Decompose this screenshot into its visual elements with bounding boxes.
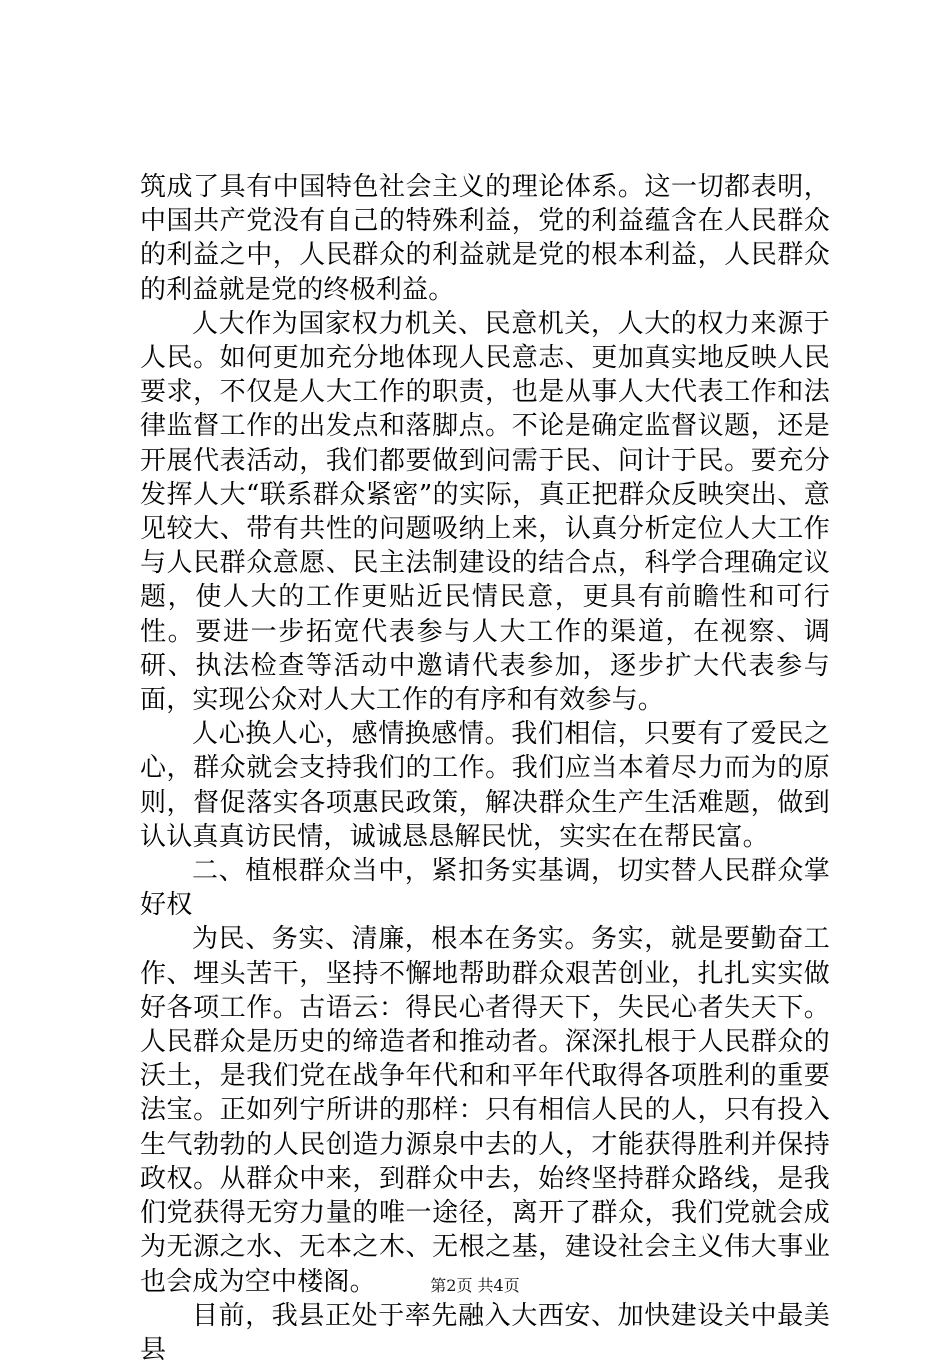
paragraph-pragmatism: 为民、务实、清廉，根本在务实。务实，就是要勤奋工作、埋头苦干，坚持不懈地帮助群众艰苦创业，扎扎实实做好各项工作。古语云：得民心者得天下，失民心者失天下。人民群众是历史的缔造者和推动者。深深扎根于人民群众的沃土，是我们党在战争年代和和平年代取得各项胜利的重要法宝。正如列宁所讲的那样：只有相信人民的人，只有投入生气勃勃的人民创造力源泉中去的人，才能获得胜利并保持政权。从群众中来，到群众中去，始终坚持群众路线，是我们党获得无穷力量的唯一途径，离开了群众，我们党就会成为无源之水、无本之木、无根之基，建设社会主义伟大事业也会成为空中楼阁。 [140,924,830,1297]
paragraph-continuation: 筑成了具有中国特色社会主义的理论体系。这一切都表明，中国共产党没有自己的特殊利益，党的利益蕴含在人民群众的利益之中，人民群众的利益就是党的根本利益，人民群众的利益就是党的终极利益。 [140,172,830,305]
paragraph-current-county: 目前，我县正处于率先融入大西安、加快建设关中最美县 [140,1300,830,1365]
document-body [140,170,830,1367]
page-number-footer: 第2页 共4页 [430,1276,520,1295]
paragraph-people-congress: 人大作为国家权力机关、民意机关，人大的权力来源于人民。如何更加充分地体现人民意志、更加真实地反映人民要求，不仅是人大工作的职责，也是从事人大代表工作和法律监督工作的出发点和落脚点。不论是确定监督议题，还是开展代表活动，我们都要做到问需于民、问计于民。要充分发挥人大“联系群众紧密”的实际，真正把群众反映突出、意见较大、带有共性的问题吸纳上来，认真分析定位人大工作与人民群众意愿、民主法制建设的结合点，科学合理确定议题，使人大的工作更贴近民情民意，更具有前瞻性和可行性。要进一步拓宽代表参与人大工作的渠道，在视察、调研、执法检查等活动中邀请代表参加，逐步扩大代表参与面，实现公众对人大工作的有序和有效参与。 [140,308,830,716]
paragraph-heart-for-heart: 人心换人心，感情换感情。我们相信，只要有了爱民之心，群众就会支持我们的工作。我们应当本着尽力而为的原则，督促落实各项惠民政策，解决群众生产生活难题，做到认认真真访民情，诚诚恳恳解民忧，实实在在帮民富。 [140,719,830,852]
section-heading-two: 二、植根群众当中，紧扣务实基调，切实替人民群众掌好权 [140,856,830,921]
